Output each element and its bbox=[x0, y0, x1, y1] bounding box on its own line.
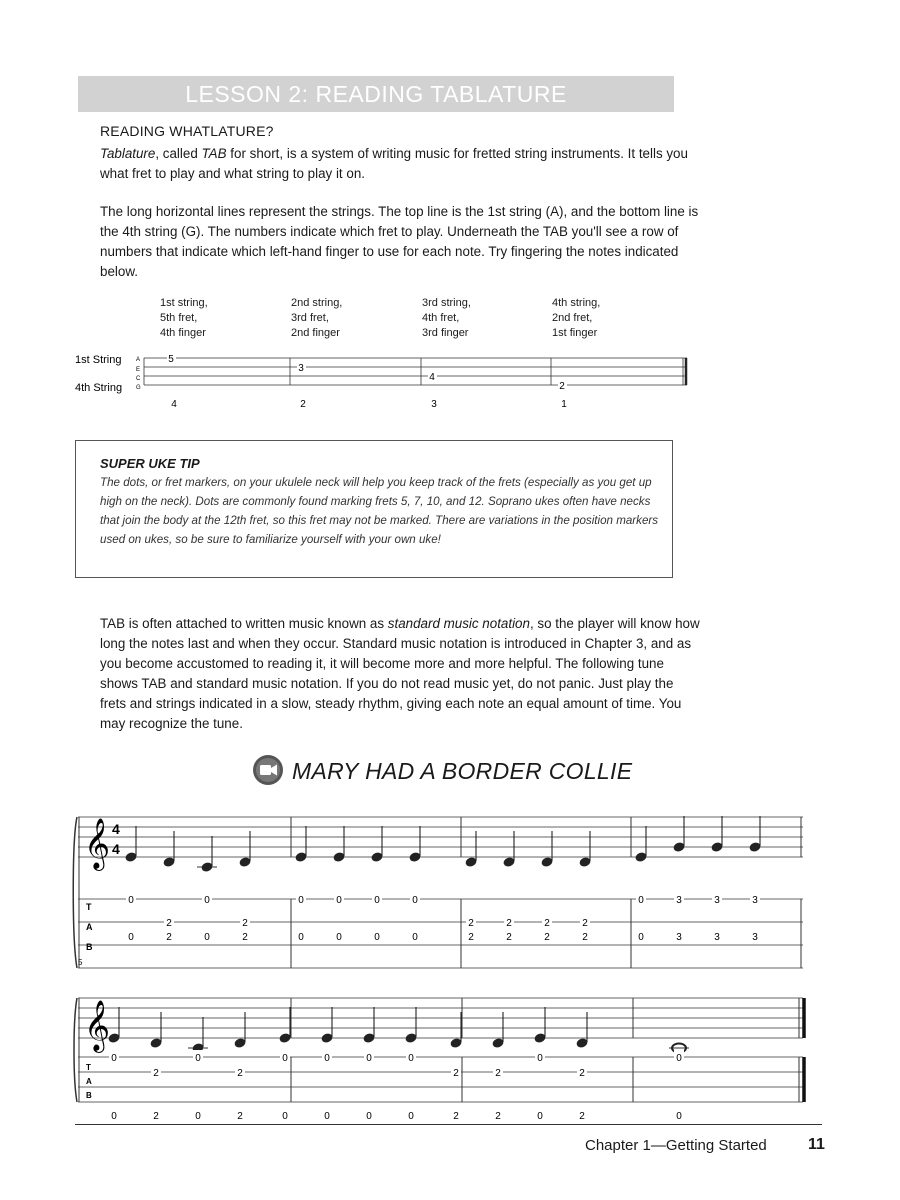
footer-chapter: Chapter 1—Getting Started bbox=[585, 1137, 767, 1154]
tab-fret-number: 0 bbox=[282, 1053, 288, 1064]
tab-staff-1 bbox=[78, 899, 803, 968]
tab-fret-number: 0 bbox=[537, 1053, 543, 1064]
intro-middle: , called bbox=[155, 146, 202, 161]
tab-fret-number: 2 bbox=[582, 918, 588, 929]
finger-number: 0 bbox=[195, 1111, 201, 1120]
finger-number: 2 bbox=[153, 1111, 159, 1120]
music-score bbox=[0, 800, 900, 1120]
finger-number: 0 bbox=[676, 1111, 682, 1120]
term-tab: TAB bbox=[201, 146, 227, 161]
finger-number: 0 bbox=[537, 1111, 543, 1120]
label-1st-string: 1st String bbox=[75, 354, 122, 366]
tab-letter-b: B bbox=[86, 1091, 92, 1100]
finger-number: 2 bbox=[453, 1111, 459, 1120]
caption-1: 1st string, 5th fret, 4th finger bbox=[160, 297, 208, 339]
finger-number: 2 bbox=[506, 932, 512, 943]
section-heading: READING WHATLATURE? bbox=[100, 123, 274, 139]
caption-2: 2nd string, 3rd fret, 2nd finger bbox=[291, 297, 343, 339]
finger-number: 2 bbox=[582, 932, 588, 943]
tab-fret-number: 0 bbox=[195, 1053, 201, 1064]
time-sig-bottom: 4 bbox=[112, 841, 120, 857]
term-tablature: Tablature bbox=[100, 146, 156, 161]
tab-fret-number: 0 bbox=[676, 1053, 682, 1064]
fret-number: 5 bbox=[168, 354, 174, 365]
tip-text: The dots, or fret markers, on your ukulele neck will help you keep track of the frets (especially as you get up high on the neck). Dots are commonly found marking frets 5, 7, 10, and 12. Soprano ukes often have necks that join the body at the 12th fret, so this fret may not be marked. There are variations in the position markers used on ukes, so be sure to familiarize yourself with your own uke! bbox=[100, 476, 659, 546]
tab-fret-number: 2 bbox=[237, 1068, 243, 1079]
tab-fret-number: 2 bbox=[153, 1068, 159, 1079]
treble-clef: 𝄞 bbox=[84, 819, 111, 868]
finger-number: 0 bbox=[374, 932, 380, 943]
finger-number: 0 bbox=[408, 1111, 414, 1120]
footer-rule bbox=[75, 1124, 822, 1125]
finger-number: 3 bbox=[752, 932, 758, 943]
tab-fret-number: 2 bbox=[506, 918, 512, 929]
tab-fret-number: 2 bbox=[242, 918, 248, 929]
intro-paragraph bbox=[100, 144, 700, 184]
song-title: MARY HAD A BORDER COLLIE bbox=[292, 758, 633, 784]
tab-letter-t: T bbox=[86, 1063, 91, 1072]
tab-fret-number: 2 bbox=[495, 1068, 501, 1079]
staff-1 bbox=[78, 817, 803, 857]
tab-fret-number: 2 bbox=[453, 1068, 459, 1079]
tab-fret-number: 2 bbox=[579, 1068, 585, 1079]
finger-number: 3 bbox=[431, 399, 437, 410]
tab-fret-number: 3 bbox=[752, 895, 758, 906]
fret-number: 3 bbox=[298, 363, 304, 374]
tab-fret-number: 3 bbox=[714, 895, 720, 906]
finger-number: 0 bbox=[111, 1111, 117, 1120]
finger-number: 0 bbox=[336, 932, 342, 943]
tab-letter-a: A bbox=[86, 1077, 92, 1086]
time-sig-top: 4 bbox=[112, 821, 120, 837]
staff-2 bbox=[78, 998, 803, 1038]
finger-number: 0 bbox=[282, 1111, 288, 1120]
notation-paragraph: TAB is often attached to written music known as standard music notation, so the player will know how long the notes last and when they occur. Standard music notation is introduced in Chapter 3, and as you become accustomed to reading it, it will become more and more helpful. The following tune shows TAB and standard music notation. If you do not read music yet, do not panic. Just play the frets and strings indicated in a slow, steady rhythm, giving each note an equal amount of time. You may recognize the tune. bbox=[100, 616, 700, 731]
finger-number: 2 bbox=[300, 399, 306, 410]
tab-fret-number: 0 bbox=[412, 895, 418, 906]
finger-number: 2 bbox=[468, 932, 474, 943]
tab-staff-2 bbox=[78, 1057, 803, 1102]
lesson-banner: LESSON 2: READING TABLATURE bbox=[78, 76, 674, 112]
tab-fret-number: 2 bbox=[166, 918, 172, 929]
finger-number: 2 bbox=[495, 1111, 501, 1120]
fret-number: 4 bbox=[429, 372, 435, 383]
system-1 bbox=[73, 817, 803, 968]
video-icon[interactable] bbox=[252, 754, 284, 786]
finger-number: 0 bbox=[128, 932, 134, 943]
tab-letter-t: T bbox=[86, 902, 92, 912]
string-letter-g: G bbox=[136, 385, 141, 391]
finger-number: 0 bbox=[324, 1111, 330, 1120]
string-letter-a: A bbox=[136, 357, 141, 363]
tab-fret-number: 2 bbox=[544, 918, 550, 929]
tab-fret-number: 0 bbox=[374, 895, 380, 906]
finger-number: 3 bbox=[714, 932, 720, 943]
tab-fret-number: 2 bbox=[468, 918, 474, 929]
finger-number: 0 bbox=[298, 932, 304, 943]
strings-paragraph: The long horizontal lines represent the strings. The top line is the 1st string (A), and the bottom line is the 4th string (G). The numbers indicate which fret to play. Underneath the TAB you'll see a row of numbers that indicate which left-hand finger to use for each note. Try fingering the notes indicated below. bbox=[100, 204, 699, 279]
finger-number: 0 bbox=[638, 932, 644, 943]
treble-clef: 𝄞 bbox=[84, 1001, 111, 1050]
tab-fret-number: 0 bbox=[298, 895, 304, 906]
string-letter-e: E bbox=[136, 367, 141, 373]
tip-title: SUPER UKE TIP bbox=[100, 456, 200, 471]
finger-number: 2 bbox=[166, 932, 172, 943]
finger-number: 0 bbox=[204, 932, 210, 943]
caption-4: 4th string, 2nd fret, 1st finger bbox=[552, 297, 601, 339]
finger-number: 1 bbox=[561, 399, 567, 410]
measure-number: 5 bbox=[78, 958, 83, 967]
tab-fret-number: 0 bbox=[638, 895, 644, 906]
tab-fret-number: 0 bbox=[111, 1053, 117, 1064]
tab-example bbox=[0, 345, 900, 415]
page-number: 11 bbox=[808, 1136, 825, 1153]
tab-fret-number: 0 bbox=[204, 895, 210, 906]
tab-fret-number: 0 bbox=[128, 895, 134, 906]
tab-fret-number: 0 bbox=[408, 1053, 414, 1064]
string-letter-c: C bbox=[136, 376, 141, 382]
finger-number: 2 bbox=[242, 932, 248, 943]
system-2 bbox=[74, 958, 803, 1102]
finger-number: 0 bbox=[412, 932, 418, 943]
tab-fret-number: 0 bbox=[336, 895, 342, 906]
finger-number: 0 bbox=[366, 1111, 372, 1120]
finger-number: 4 bbox=[171, 399, 177, 410]
finger-number: 2 bbox=[544, 932, 550, 943]
tab-fret-number: 0 bbox=[324, 1053, 330, 1064]
finger-number: 3 bbox=[676, 932, 682, 943]
finger-number: 2 bbox=[237, 1111, 243, 1120]
tab-fret-number: 0 bbox=[366, 1053, 372, 1064]
caption-3: 3rd string, 4th fret, 3rd finger bbox=[422, 297, 471, 339]
intro-rest: for short, is a system of writing music for fretted string instruments. It tells you what fret to play and what string to play it on. bbox=[100, 146, 688, 181]
finger-number: 2 bbox=[579, 1111, 585, 1120]
tab-letter-a: A bbox=[86, 922, 93, 932]
tab-fret-number: 3 bbox=[676, 895, 682, 906]
fret-number: 2 bbox=[559, 381, 565, 392]
tab-letter-b: B bbox=[86, 942, 93, 952]
label-4th-string: 4th String bbox=[75, 382, 123, 394]
